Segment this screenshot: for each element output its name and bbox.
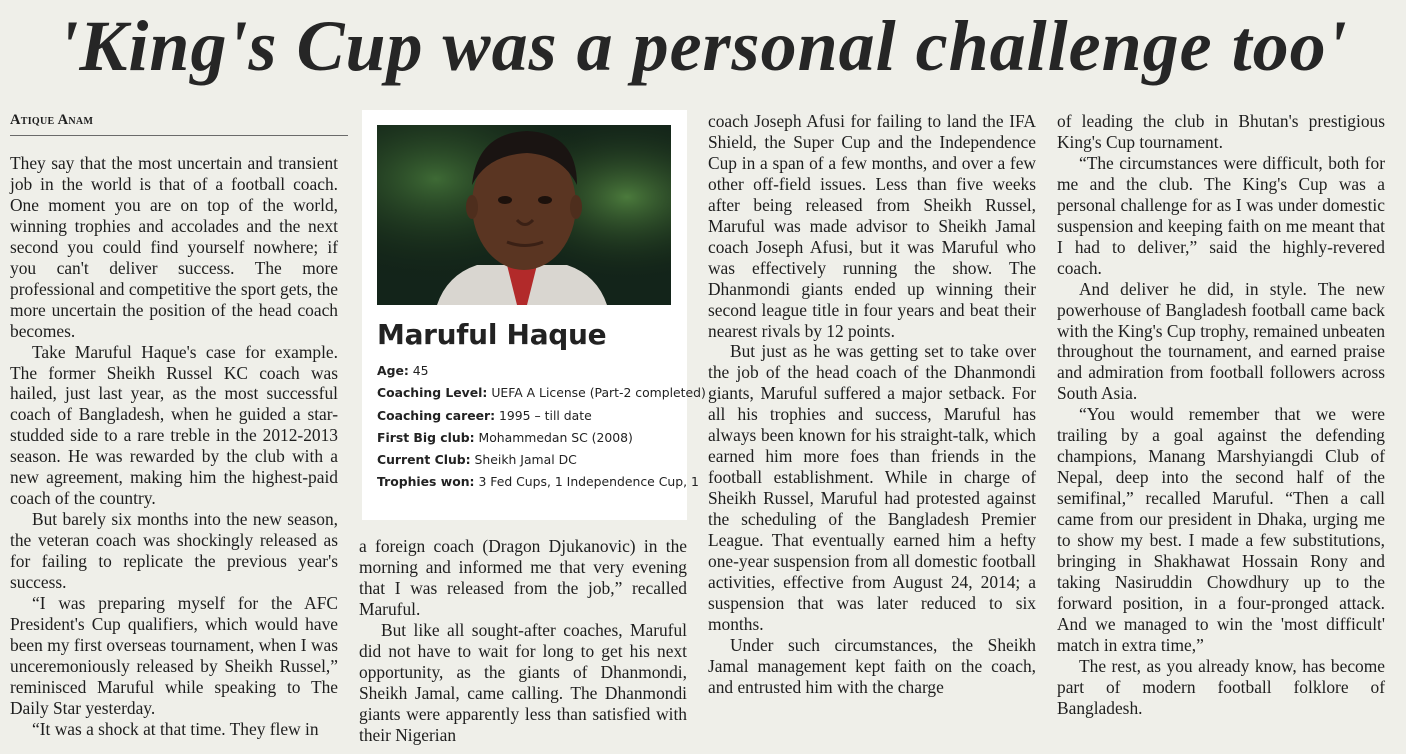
paragraph: coach Joseph Afusi for failing to land the IFA Shield, the Super Cup and the Independence Cup in a span of a few months, and over a few other off-field issues. Less than five weeks after being released from Sheikh Russel, Maruful was made advisor to Sheikh Jamal coach Joseph Afusi, but it was Maruful who was effectively running the show. The Dhanmondi giants ended up winning their second league title in four years and beat their nearest rivals by 12 points.: [708, 111, 1036, 341]
headline: 'King's Cup was a personal challenge too': [58, 6, 1348, 86]
coach-photo: [377, 125, 671, 305]
paragraph: They say that the most uncertain and transient job in the world is that of a football coach. One moment you are on top of the world, winning trophies and accolades and the next second you could find yourself nowhere; if you can't deliver success. The more professional and competitive the sport gets, the more uncertain the position of the head coach becomes.: [10, 153, 338, 341]
fact-label: Coaching career:: [377, 407, 496, 423]
fact-coaching-level: [377, 382, 706, 404]
article-column-1: [10, 153, 338, 740]
fact-label: Trophies won:: [377, 474, 475, 490]
paragraph: of leading the club in Bhutan's prestigious King's Cup tournament.: [1057, 111, 1385, 152]
paragraph: “I was preparing myself for the AFC President's Cup qualifiers, which would have been my first overseas tournament, when I was unceremoniously released by Sheikh Russel,” reminisced Maruful while speaking to The Daily Star yesterday.: [10, 593, 338, 718]
byline: Atique Anam: [10, 112, 348, 136]
paragraph: “The circumstances were difficult, both for me and the club. The King's Cup was a personal challenge for as I was under domestic suspension and keeping faith on me meant that I had to deliver,” said the highly-revered coach.: [1057, 152, 1385, 278]
article-column-4: [1057, 111, 1385, 719]
fact-current-club: [377, 449, 677, 471]
paragraph: But like all sought-after coaches, Maruful did not have to wait for long to get his next opportunity, as the giants of Dhanmondi, Sheikh Jamal, came calling. The Dhanmondi giants were apparently less than satisfied with their Nigerian: [359, 619, 687, 745]
paragraph: The rest, as you already know, has become part of modern football folklore of Bangladesh.: [1057, 655, 1385, 718]
fact-value: 45: [412, 363, 429, 378]
fact-label: Age:: [377, 363, 409, 378]
fact-label: First Big club:: [377, 429, 475, 445]
fact-value: UEFA A License (Part-2 completed): [491, 385, 706, 401]
fact-trophies-won: [377, 471, 699, 493]
fact-coaching-career: [377, 405, 677, 427]
paragraph: “It was a shock at that time. They flew in: [32, 718, 319, 739]
fact-value: Mohammedan SC (2008): [478, 429, 633, 445]
paragraph: But barely six months into the new season, the veteran coach was shockingly released as for failing to replicate the previous year's success.: [10, 509, 338, 593]
paragraph: Under such circumstances, the Sheikh Jamal management kept faith on the coach, and entrusted him with the charge: [708, 634, 1036, 697]
fact-label: Coaching Level:: [377, 385, 488, 401]
paragraph: And deliver he did, in style. The new powerhouse of Bangladesh football came back with the King's Cup trophy, remained unbeaten throughout the tournament, and earned praise and admiration from football followers across South Asia.: [1057, 278, 1386, 404]
fact-value: Sheikh Jamal DC: [474, 452, 577, 468]
paragraph: “You would remember that we were trailing by a goal against the defending champions, Manang Marshyiangdi Club of Nepal, deep into the second half of the semifinal,” recalled Maruful. “Then a call came from our president in Dhaka, urging me to show my best. I made a few substitutions, bringing in Shakhawat Hossain Rony and taking Nasiruddin Chowdhury up to the forward position, in a four-pronged attack. And we managed to win the 'most difficult' match in extra time,”: [1057, 404, 1385, 655]
fact-label: Current Club:: [377, 452, 471, 468]
fact-value: 3 Fed Cups, 1 Independence Cup, 1: [478, 474, 699, 490]
paragraph: But just as he was getting set to take over the job of the head coach of the Dhanmondi giants, Maruful suffered a major setback. For all his trophies and success, Maruful has always been known for his straight-talk, which earned him more foes than friends in the football establishment. While in charge of Sheikh Russel, Maruful had protested against the scheduling of the Bangladesh Premier League. That eventually earned him a hefty one-year suspension from all domestic football activities, effective from August 24, 2014; a suspension that was later reduced to six months.: [708, 341, 1036, 634]
profile-card: [362, 110, 706, 520]
article-column-3: [708, 111, 1036, 698]
fact-age: [377, 360, 677, 382]
fact-value: 1995 – till date: [499, 407, 592, 423]
paragraph: Take Maruful Haque's case for example. The former Sheikh Russel KC coach was hailed, just last year, as the most successful coach of Bangladesh, when he guided a star-studded side to a rare treble in the 2012-2013 season. He was rewarded by the club with a new agreement, making him the highest-paid coach of the country.: [10, 341, 338, 509]
profile-facts: [377, 360, 706, 494]
paragraph: a foreign coach (Dragon Djukanovic) in the morning and informed me that very evening that I was released from the job,” recalled Maruful.: [359, 536, 687, 619]
profile-name: Maruful Haque: [377, 318, 607, 351]
fact-first-big-club: [377, 427, 677, 449]
article-column-2: [359, 536, 687, 746]
